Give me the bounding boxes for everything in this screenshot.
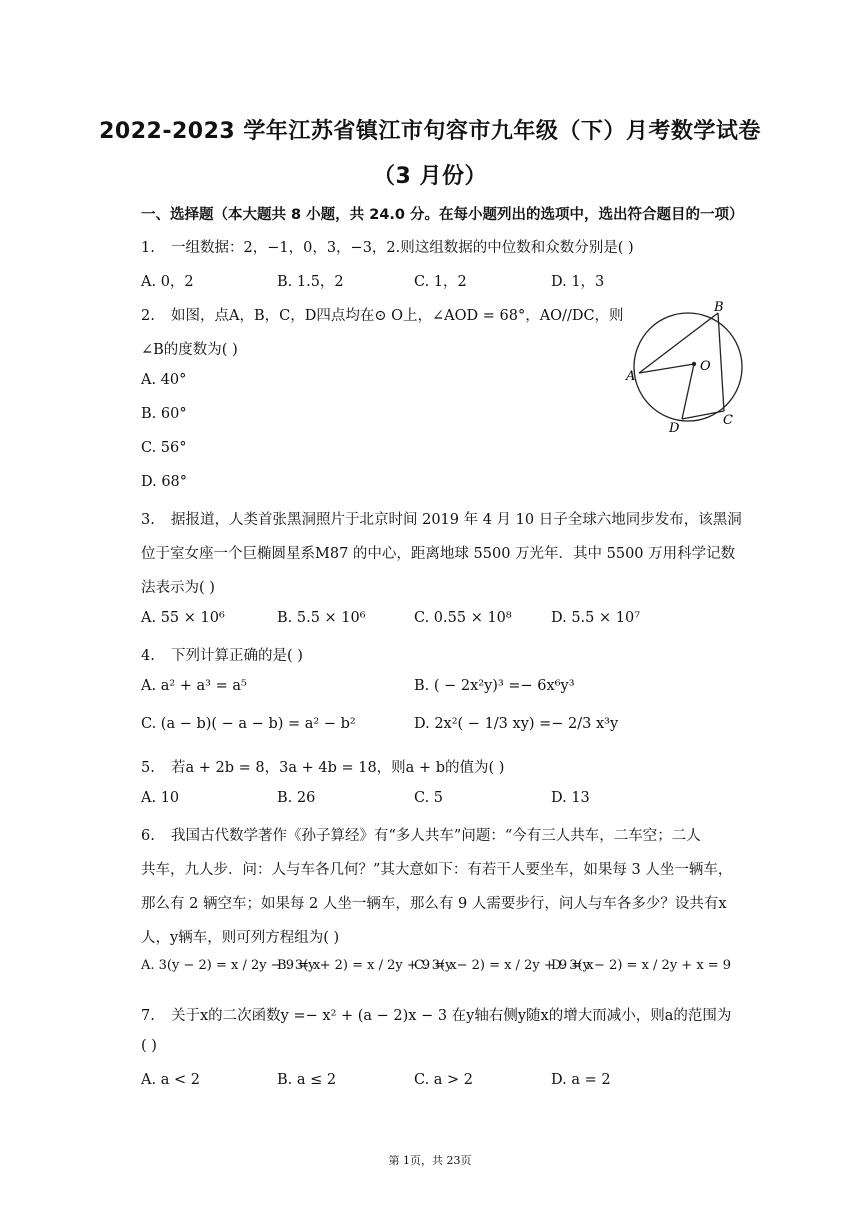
option-b: B. 26	[277, 790, 316, 806]
question-number: 3.	[141, 512, 155, 528]
segment-dc	[682, 411, 724, 419]
segment-ao	[639, 364, 694, 373]
question-6-line3: 那么有 2 辆空车；如果每 2 人坐一辆车，那么有 9 人需要步行，问人与车各多少？设共有x	[141, 896, 727, 912]
question-text-line1: 据报道，人类首张黑洞照片于北京时间 2019 年 4 月 10 日子全球六地同步发布，该黑洞	[171, 512, 742, 528]
circle-geometry-figure	[622, 298, 752, 436]
question-3	[141, 508, 742, 529]
label-d: D	[669, 421, 680, 436]
option-b: B. ( − 2x²y)³ =− 6x⁶y³	[414, 678, 575, 694]
question-4	[141, 644, 303, 665]
option-c: C. 56°	[141, 440, 187, 456]
question-number: 5.	[141, 760, 155, 776]
option-b: B. 3(y + 2) = x / 2y + 9 = x	[277, 958, 457, 973]
label-b: B	[714, 300, 724, 315]
option-d: D. 2x²( − 1/3 xy) =− 2/3 x³y	[414, 716, 619, 732]
option-a: A. 55 × 10⁶	[141, 610, 225, 626]
option-b: B. 1.5，2	[277, 274, 344, 290]
section-heading: 一、选择题（本大题共 8 小题，共 24.0 分。在每小题列出的选项中，选出符合题目的一项）	[141, 207, 744, 223]
option-d: D. 68°	[141, 474, 188, 490]
option-c: C. 5	[414, 790, 444, 806]
option-d: D. a = 2	[551, 1072, 611, 1088]
question-1	[141, 236, 634, 257]
question-number: 1.	[141, 240, 155, 256]
segment-bc	[718, 313, 724, 411]
question-7	[141, 1004, 731, 1025]
option-c: C. (a − b)( − a − b) = a² − b²	[141, 716, 356, 732]
question-2-line2: ∠B的度数为( )	[141, 342, 238, 358]
option-b: B. 60°	[141, 406, 187, 422]
question-3-line3: 法表示为( )	[141, 580, 215, 596]
center-point	[692, 362, 696, 366]
question-text-line1: 我国古代数学著作《孙子算经》有“多人共车”问题：“今有三人共车，二车空；二人	[171, 828, 701, 844]
question-number: 7.	[141, 1008, 155, 1024]
option-a: A. 0，2	[141, 274, 194, 290]
option-d: D. 5.5 × 10⁷	[551, 610, 641, 626]
question-2	[141, 304, 624, 325]
label-c: C	[723, 413, 733, 428]
option-b: B. a ≤ 2	[277, 1072, 337, 1088]
question-6	[141, 824, 701, 845]
option-d: D. 1，3	[551, 274, 605, 290]
option-c: C. a > 2	[414, 1072, 474, 1088]
question-text-line1: 如图，点A，B，C，D四点均在⊙ O上，∠AOD = 68°，AO//DC，则	[171, 308, 624, 324]
option-d: D. 3(y − 2) = x / 2y + x = 9	[551, 958, 732, 973]
option-a: A. 40°	[141, 372, 187, 388]
question-7-line2: ( )	[141, 1038, 157, 1054]
option-c: C. 3(y − 2) = x / 2y + 9 = x	[414, 958, 594, 973]
question-number: 2.	[141, 308, 155, 324]
option-d: D. 13	[551, 790, 590, 806]
question-text-line1: 关于x的二次函数y =− x² + (a − 2)x − 3 在y轴右侧y随x的增大而减小，则a的范围为	[171, 1008, 732, 1024]
page-subtitle: （3 月份）	[373, 164, 487, 189]
question-6-line4: 人，y辆车，则可列方程组为( )	[141, 930, 340, 946]
segment-od	[682, 364, 694, 419]
question-5	[141, 756, 504, 777]
option-a: A. a < 2	[141, 1072, 200, 1088]
option-a: A. 3(y − 2) = x / 2y − 9 = x	[141, 958, 321, 973]
option-c: C. 1，2	[414, 274, 467, 290]
question-text: 若a + 2b = 8，3a + 4b = 18，则a + b的值为( )	[171, 760, 505, 776]
question-number: 4.	[141, 648, 155, 664]
option-b: B. 5.5 × 10⁶	[277, 610, 366, 626]
page-title: 2022-2023 学年江苏省镇江市句容市九年级（下）月考数学试卷	[99, 119, 761, 144]
page-footer: 第 1页，共 23页	[388, 1154, 472, 1167]
question-text: 下列计算正确的是( )	[171, 648, 303, 664]
question-6-line2: 共车，九人步．问：人与车各几何？”其大意如下：有若干人要坐车，如果每 3 人坐一辆车，	[141, 862, 733, 878]
question-text: 一组数据：2，−1，0，3，−3，2.则这组数据的中位数和众数分别是( )	[171, 240, 634, 256]
question-3-line2: 位于室女座一个巨椭圆星系M87 的中心，距离地球 5500 万光年．其中 5500 万用科学记数	[141, 546, 736, 562]
question-number: 6.	[141, 828, 155, 844]
label-o: O	[700, 359, 711, 374]
option-a: A. 10	[141, 790, 180, 806]
circle-o	[634, 313, 742, 421]
option-c: C. 0.55 × 10⁸	[414, 610, 512, 626]
label-a: A	[626, 369, 636, 384]
option-a: A. a² + a³ = a⁵	[141, 678, 247, 694]
